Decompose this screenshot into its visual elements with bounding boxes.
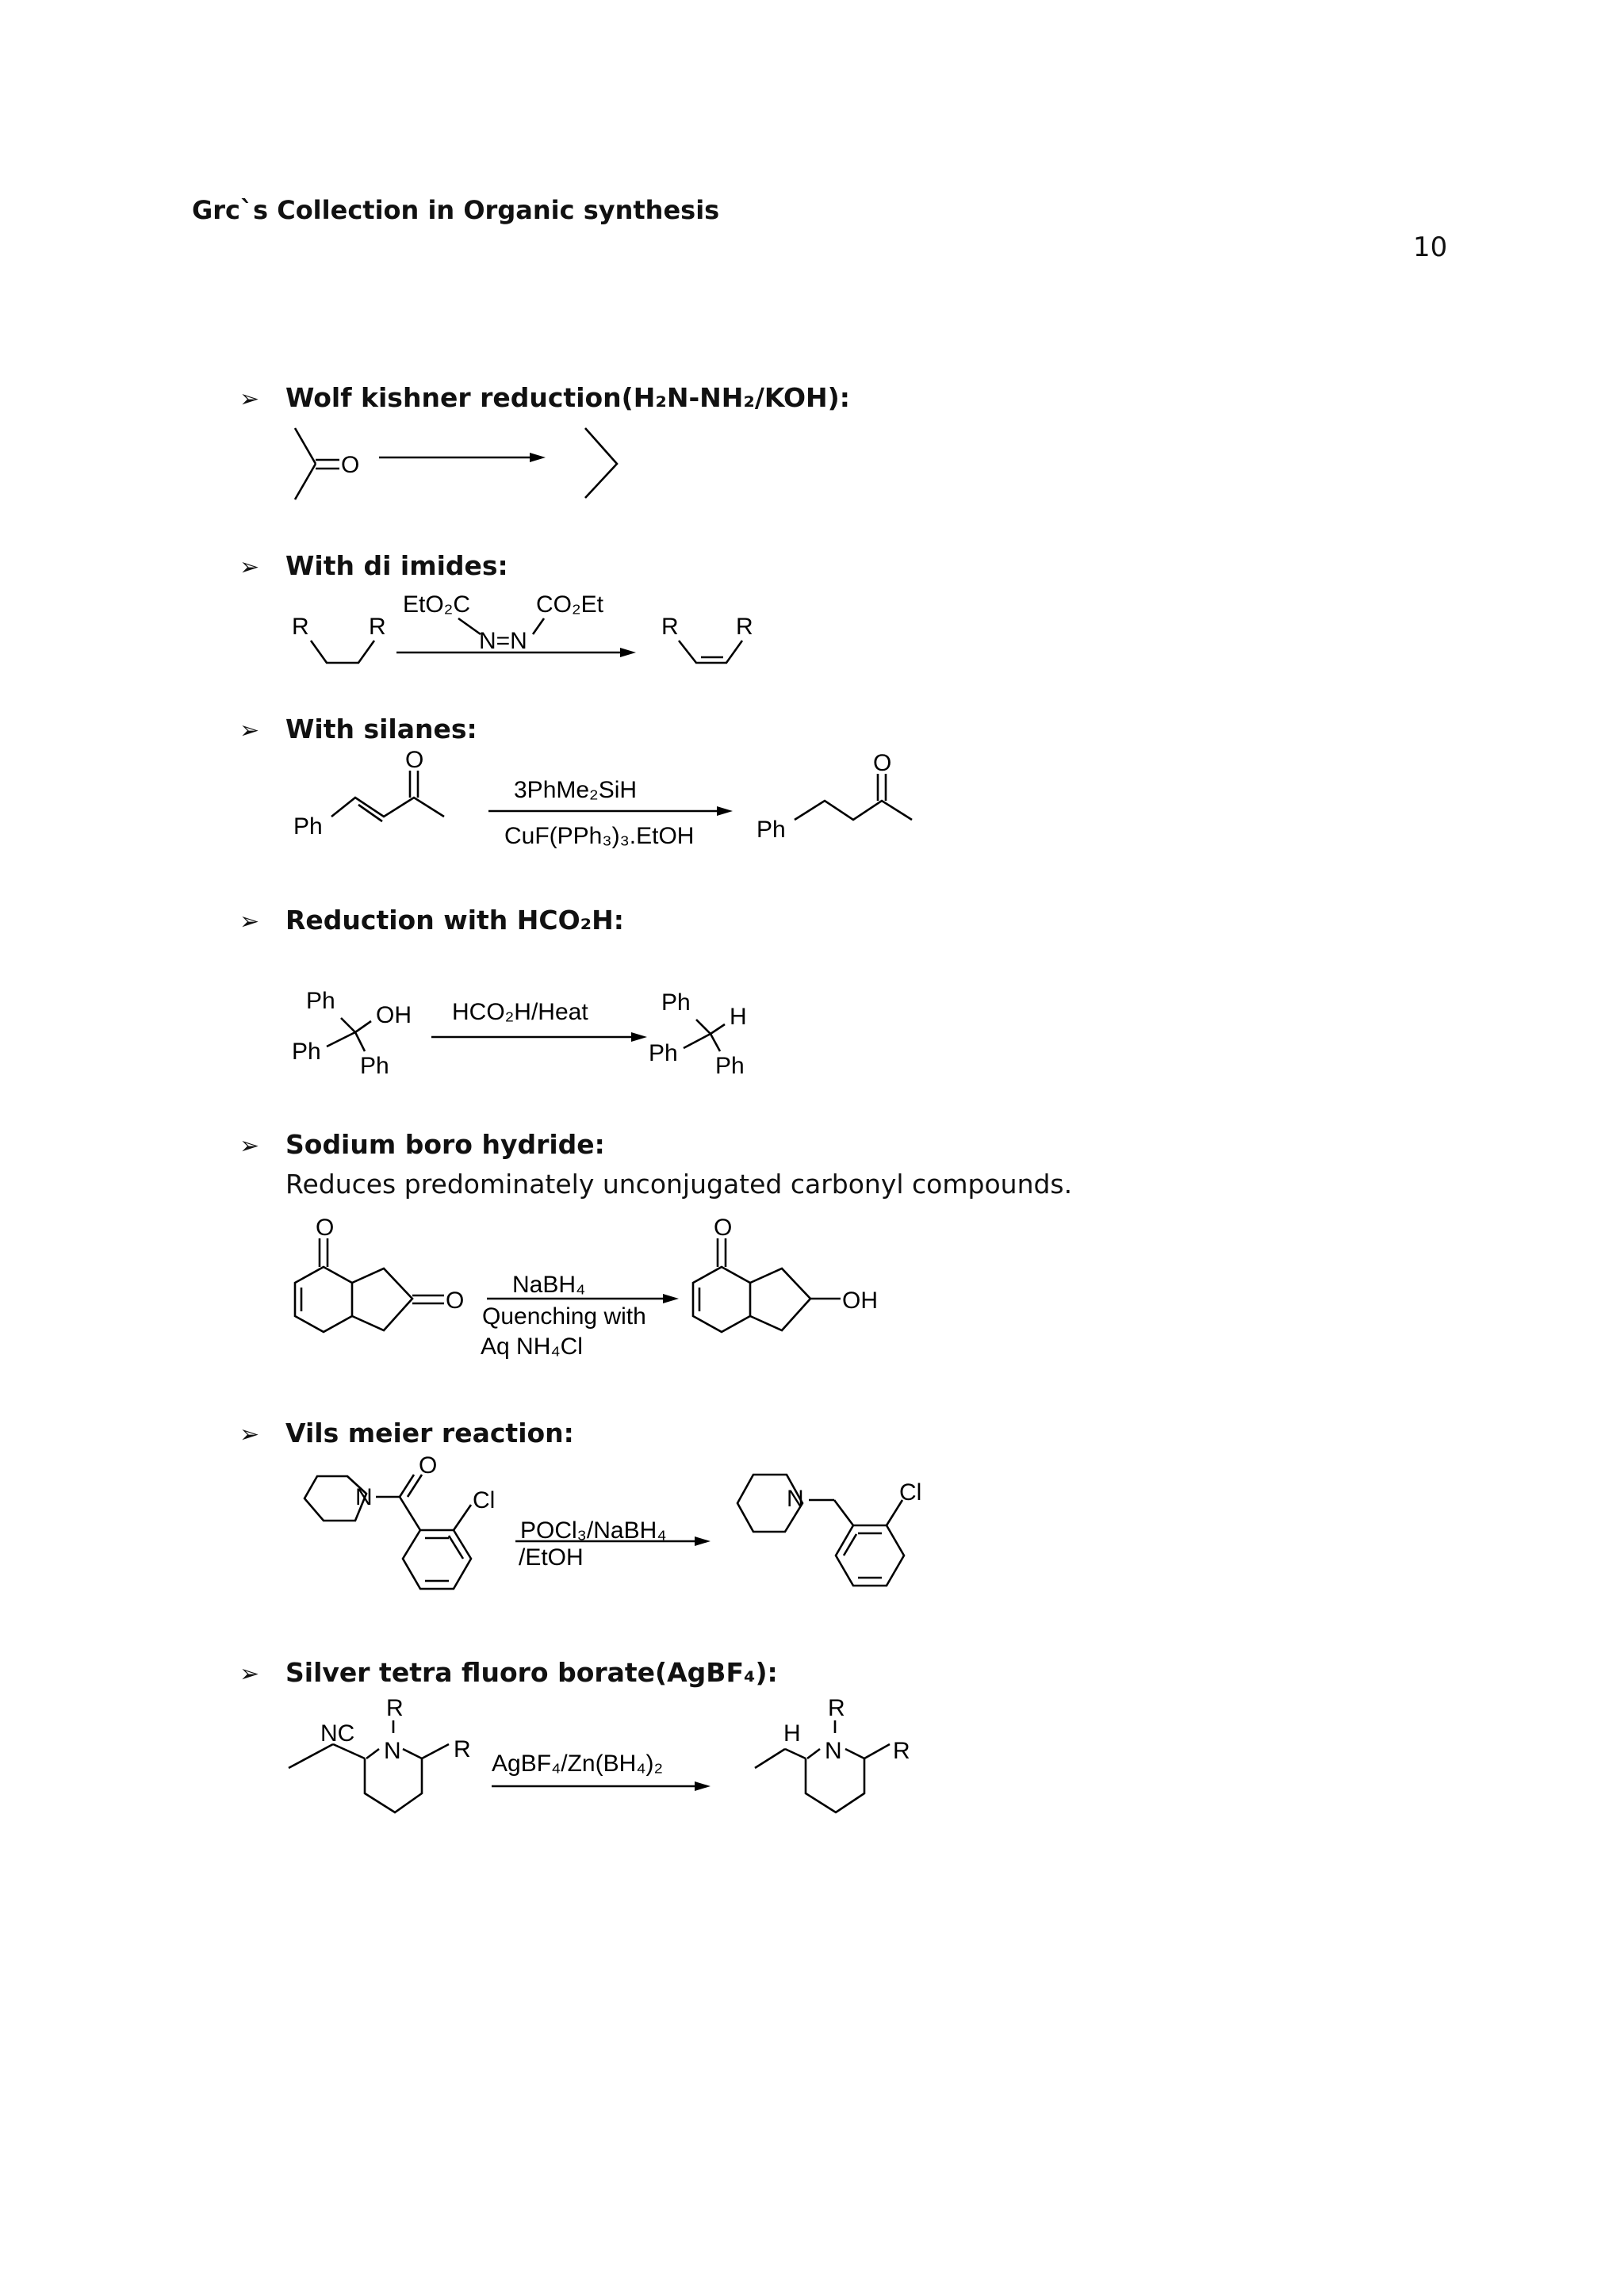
svg-text:HCO₂H/Heat: HCO₂H/Heat — [452, 999, 588, 1025]
reaction-arrow — [379, 453, 546, 462]
hydroxyketone-structure — [693, 1215, 878, 1332]
svg-text:N: N — [787, 1486, 804, 1512]
svg-text:R: R — [292, 614, 309, 640]
section-heading: Wolf kishner reduction(H₂N-NH₂/KOH): — [285, 382, 850, 413]
silane-scheme — [0, 747, 1624, 861]
alkane-structure — [292, 614, 386, 663]
svg-text:Ph: Ph — [293, 813, 323, 840]
section-heading: With silanes: — [285, 714, 477, 744]
svg-text:H: H — [730, 1004, 747, 1030]
reaction-arrow — [488, 806, 733, 816]
svg-text:Aq NH₄Cl: Aq NH₄Cl — [481, 1334, 583, 1360]
svg-text:AgBF₄/Zn(BH₄)₂: AgBF₄/Zn(BH₄)₂ — [492, 1751, 664, 1777]
propane-structure — [585, 428, 617, 498]
section-di-imides — [239, 550, 508, 581]
page-number: 10 — [1413, 232, 1448, 263]
azodicarboxylate-reagent — [403, 591, 604, 654]
svg-text:R: R — [893, 1738, 910, 1764]
svg-text:O: O — [405, 747, 424, 773]
wolf-kishner-scheme — [0, 420, 1624, 515]
vilsmeier-scheme — [0, 1454, 1624, 1613]
diimide-scheme — [0, 585, 1624, 680]
benzylamine-structure — [737, 1475, 921, 1586]
bullet-arrow-icon: ➢ — [239, 553, 260, 581]
svg-text:R: R — [828, 1695, 845, 1721]
section-heading: With di imides: — [285, 550, 508, 581]
reaction-arrow — [492, 1781, 710, 1791]
svg-text:Cl: Cl — [473, 1487, 496, 1513]
svg-text:R: R — [736, 614, 753, 640]
svg-text:CO₂Et: CO₂Et — [536, 591, 603, 618]
svg-text:CuF(PPh₃)₃.EtOH: CuF(PPh₃)₃.EtOH — [504, 823, 695, 849]
svg-text:N: N — [825, 1738, 842, 1764]
svg-text:OH: OH — [376, 1002, 412, 1028]
svg-text:Cl: Cl — [899, 1479, 922, 1506]
bullet-arrow-icon: ➢ — [239, 717, 260, 744]
section-hco2h-reduction — [239, 905, 624, 936]
section-wolf-kishner — [239, 382, 850, 413]
section-vilsmeier — [239, 1418, 574, 1448]
agbf4-scheme — [0, 1689, 1624, 1847]
svg-text:EtO₂C: EtO₂C — [403, 591, 470, 618]
section-sodium-borohydride — [239, 1129, 605, 1160]
svg-text:POCl₃/NaBH₄: POCl₃/NaBH₄ — [520, 1517, 667, 1544]
acetone-structure — [295, 428, 359, 499]
svg-text:Ph: Ph — [756, 817, 786, 843]
bullet-arrow-icon: ➢ — [239, 1132, 260, 1160]
svg-text:NaBH₄: NaBH₄ — [512, 1272, 586, 1298]
svg-text:Ph: Ph — [661, 989, 691, 1016]
reaction-arrow — [431, 1032, 647, 1042]
benzamide-structure — [304, 1452, 495, 1589]
svg-text:Quenching with: Quenching with — [482, 1303, 646, 1330]
svg-text:N=N: N=N — [479, 628, 527, 654]
svg-text:N: N — [384, 1738, 401, 1764]
ketone-structure — [756, 750, 912, 843]
page-header-title: Grc`s Collection in Organic synthesis — [192, 195, 720, 225]
svg-text:Ph: Ph — [306, 988, 335, 1014]
svg-text:Ph: Ph — [649, 1040, 678, 1066]
svg-text:Ph: Ph — [715, 1053, 745, 1079]
section-heading: Silver tetra fluoro borate(AgBF₄): — [285, 1657, 778, 1688]
triphenylmethane-structure — [649, 989, 747, 1079]
bullet-arrow-icon: ➢ — [239, 1421, 260, 1448]
svg-text:R: R — [369, 614, 386, 640]
enone-structure — [293, 747, 444, 840]
section-silanes — [239, 714, 477, 744]
nabh4-scheme — [0, 1211, 1624, 1370]
svg-text:N: N — [355, 1484, 373, 1510]
svg-text:R: R — [661, 614, 679, 640]
trityl-alcohol-structure — [292, 988, 412, 1079]
section-agbf4 — [239, 1657, 778, 1688]
aminonitrile-structure — [289, 1695, 471, 1812]
bullet-arrow-icon: ➢ — [239, 385, 260, 413]
alkene-structure — [661, 614, 753, 663]
svg-text:Ph: Ph — [360, 1053, 389, 1079]
svg-text:NC: NC — [320, 1720, 355, 1747]
svg-text:/EtOH: /EtOH — [519, 1544, 584, 1571]
section-heading: Vils meier reaction: — [285, 1418, 574, 1448]
svg-text:3PhMe₂SiH: 3PhMe₂SiH — [514, 777, 638, 803]
svg-text:O: O — [446, 1288, 465, 1314]
section-heading: Reduction with HCO₂H: — [285, 905, 624, 936]
section-heading: Sodium boro hydride: — [285, 1129, 605, 1160]
svg-text:OH: OH — [842, 1288, 878, 1314]
svg-text:O: O — [714, 1215, 733, 1241]
svg-text:O: O — [316, 1215, 335, 1241]
section-description: Reduces predominately unconjugated carbonyl compounds. — [285, 1169, 1073, 1200]
svg-text:O: O — [419, 1452, 438, 1479]
piperidine-product-structure — [755, 1695, 910, 1812]
formic-acid-scheme — [0, 974, 1624, 1100]
svg-text:R: R — [454, 1736, 471, 1762]
oxygen-label: O — [341, 452, 360, 478]
dione-structure — [295, 1215, 464, 1332]
bullet-arrow-icon: ➢ — [239, 908, 260, 936]
svg-text:H: H — [783, 1720, 801, 1747]
svg-text:R: R — [386, 1695, 404, 1721]
bullet-arrow-icon: ➢ — [239, 1660, 260, 1688]
svg-text:O: O — [873, 750, 892, 776]
svg-text:Ph: Ph — [292, 1039, 321, 1065]
